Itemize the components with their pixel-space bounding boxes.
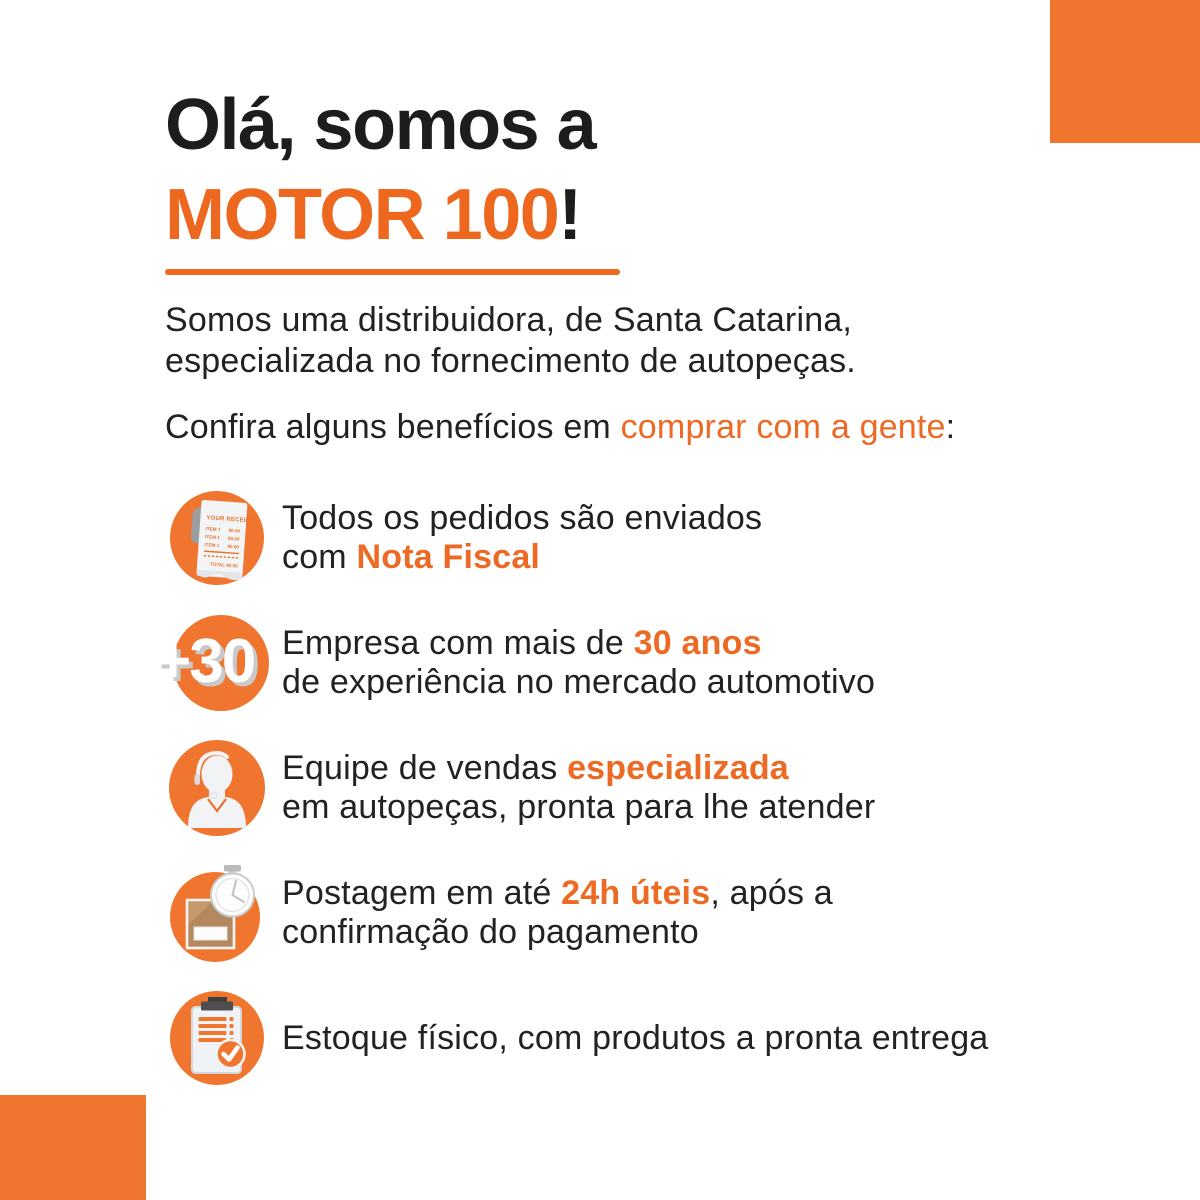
list-item-sales-team <box>165 736 1085 840</box>
svg-text:YOUR RECEIPT: YOUR RECEIPT <box>206 515 254 525</box>
benefit-2-line-2: de experiência no mercado automotivo <box>282 663 876 701</box>
benefits-heading-colon: : <box>945 408 956 446</box>
benefit-2-line-1: Empresa com mais de <box>282 624 634 662</box>
list-item-stock <box>165 986 1085 1090</box>
benefit-text <box>282 1019 988 1058</box>
badge-label: +30 <box>155 627 255 697</box>
benefit-2-accent: 30 anos <box>633 624 762 662</box>
svg-text:$0.00: $0.00 <box>227 535 240 542</box>
intro-line-1: Somos uma distribuidora, de Santa Catarina, <box>165 301 853 339</box>
benefit-1-line-2: com <box>282 538 357 576</box>
intro-line-2: especializada no fornecimento de autopeças. <box>165 342 856 380</box>
benefit-3-line-1: Equipe de vendas <box>282 749 568 787</box>
receipt-icon <box>165 486 269 590</box>
benefit-text <box>282 624 875 702</box>
support-agent-icon <box>165 736 269 840</box>
benefits-heading-pre: Confira alguns benefícios em <box>165 408 621 446</box>
benefit-1-accent: Nota Fiscal <box>356 538 541 576</box>
benefit-4-accent: 24h úteis <box>561 874 711 912</box>
svg-text:ITEM 1: ITEM 1 <box>204 542 220 549</box>
benefit-3-line-2: em autopeças, pronta para lhe atender <box>282 788 876 826</box>
benefits-heading-accent: comprar com a gente <box>620 408 946 446</box>
benefit-4-line-1: Postagem em até <box>282 874 562 912</box>
list-item-30-years <box>155 611 1085 715</box>
svg-text:ITEM 1: ITEM 1 <box>205 526 221 533</box>
benefit-4-line-1-post: , após a <box>710 874 833 912</box>
benefit-text <box>282 749 875 827</box>
benefits-list <box>155 486 1085 1090</box>
list-item-invoice <box>165 486 1085 590</box>
benefits-heading <box>165 407 1085 448</box>
svg-text:$0.00: $0.00 <box>227 543 240 550</box>
benefit-3-accent: especializada <box>567 749 789 787</box>
flyer-content <box>155 80 1085 1090</box>
shipping-24h-icon <box>165 861 269 965</box>
stock-checklist-icon <box>165 986 269 1090</box>
svg-text:TOTAL $0.00: TOTAL $0.00 <box>209 561 238 569</box>
svg-text:$0.00: $0.00 <box>228 527 241 534</box>
exclamation-mark: ! <box>558 175 581 255</box>
benefit-5-line-1: Estoque físico, com produtos a pronta entrega <box>282 1018 989 1057</box>
greeting-text: Olá, somos a <box>165 85 596 165</box>
page-title <box>165 80 1085 260</box>
brand-name: MOTOR 100 <box>165 175 559 255</box>
svg-text:ITEM 1: ITEM 1 <box>204 534 221 541</box>
decor-square-bottom-left <box>0 1095 146 1200</box>
benefit-text <box>282 874 833 952</box>
plus-30-badge <box>155 611 269 715</box>
benefit-4-line-2: confirmação do pagamento <box>282 913 699 951</box>
benefit-text <box>282 499 762 577</box>
intro-paragraph <box>165 300 1085 382</box>
benefit-1-line-1: Todos os pedidos são enviados <box>282 499 763 537</box>
brand-underline <box>165 269 620 275</box>
list-item-shipping <box>165 861 1085 965</box>
